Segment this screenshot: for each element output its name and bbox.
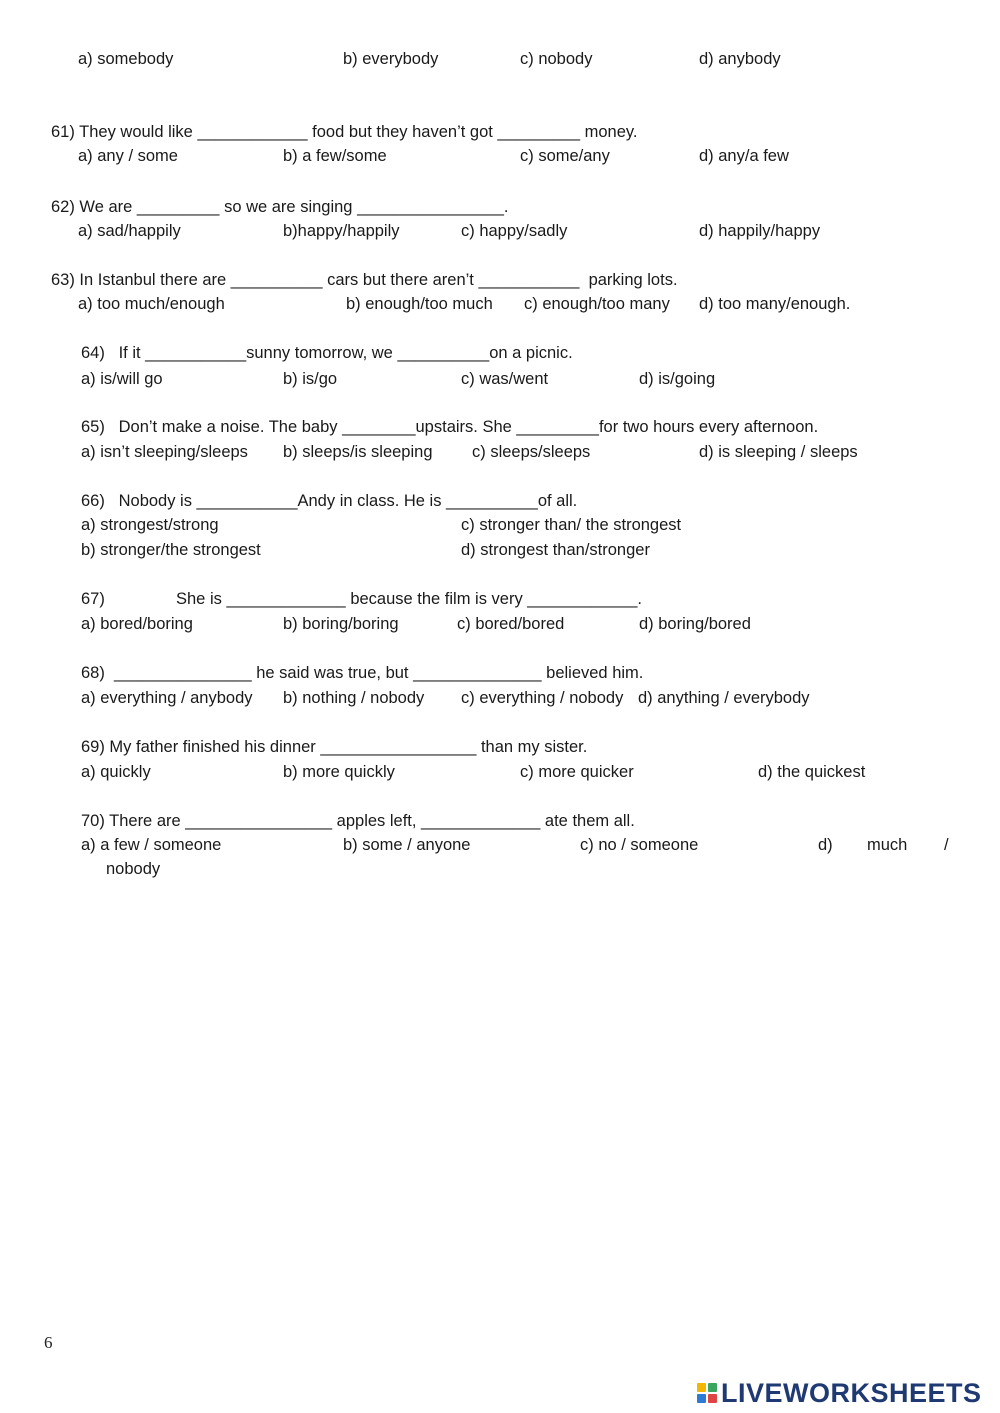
question-66-option-c: c) stronger than/ the strongest: [461, 516, 682, 534]
option-c: c) nobody: [520, 50, 593, 68]
question-67-option-b: b) boring/boring: [283, 615, 399, 633]
question-61-option-d: d) any/a few: [699, 147, 789, 165]
question-68-option-c: c) everything / nobody: [461, 689, 624, 707]
question-66-stem: 66) Nobody is ___________Andy in class. He is __________of all.: [81, 492, 578, 510]
question-70-option-d-label: d): [818, 836, 833, 854]
question-62-option-d: d) happily/happy: [699, 222, 821, 240]
question-63-option-b: b) enough/too much: [346, 295, 493, 313]
question-65-option-d: d) is sleeping / sleeps: [699, 443, 858, 461]
logo-square: [708, 1383, 717, 1392]
question-70-option-c: c) no / someone: [580, 836, 699, 854]
question-70-option-d-word-1: much: [867, 836, 908, 854]
question-64-option-b: b) is/go: [283, 370, 338, 388]
question-69-option-c: c) more quicker: [520, 763, 634, 781]
question-70-option-d-word-2: nobody: [106, 860, 161, 878]
question-61-option-c: c) some/any: [520, 147, 610, 165]
question-67-stem: She is _____________ because the film is very ____________.: [176, 590, 643, 608]
option-b: b) everybody: [343, 50, 439, 68]
question-61-stem: 61) They would like ____________ food but they haven’t got _________ money.: [51, 123, 638, 141]
question-69-option-b: b) more quickly: [283, 763, 395, 781]
question-68-stem: 68) _______________ he said was true, but ______________ believed him.: [81, 664, 644, 682]
question-62-option-a: a) sad/happily: [78, 222, 181, 240]
logo-square: [708, 1394, 717, 1403]
brand-name: LIVEWORKSHEETS: [721, 1377, 982, 1408]
question-70-option-d-slash: /: [944, 836, 949, 854]
question-65-option-b: b) sleeps/is sleeping: [283, 443, 433, 461]
question-69-option-a: a) quickly: [81, 763, 151, 781]
question-68-option-d: d) anything / everybody: [638, 689, 810, 707]
question-61-option-b: b) a few/some: [283, 147, 387, 165]
question-65-stem: 65) Don’t make a noise. The baby ________upstairs. She _________for two hours every afternoon.: [81, 418, 819, 436]
option-d: d) anybody: [699, 50, 781, 68]
question-62-option-c: c) happy/sadly: [461, 222, 568, 240]
question-62-stem: 62) We are _________ so we are singing ________________.: [51, 198, 509, 216]
page-number: 6: [44, 1333, 53, 1352]
question-70-option-b: b) some / anyone: [343, 836, 471, 854]
question-66-option-a: a) strongest/strong: [81, 516, 219, 534]
logo-square: [697, 1394, 706, 1403]
question-64-option-d: d) is/going: [639, 370, 716, 388]
question-69-stem: 69) My father finished his dinner _________________ than my sister.: [81, 738, 588, 756]
question-63-option-a: a) too much/enough: [78, 295, 225, 313]
question-66-option-b: b) stronger/the strongest: [81, 541, 261, 559]
liveworksheets-brand: [697, 1378, 982, 1408]
question-68-option-a: a) everything / anybody: [81, 689, 253, 707]
question-70-option-a: a) a few / someone: [81, 836, 222, 854]
question-61-option-a: a) any / some: [78, 147, 178, 165]
question-67-option-a: a) bored/boring: [81, 615, 193, 633]
question-68-option-b: b) nothing / nobody: [283, 689, 425, 707]
liveworksheets-logo-icon: [697, 1383, 717, 1403]
question-63-option-c: c) enough/too many: [524, 295, 670, 313]
question-63-stem: 63) In Istanbul there are __________ cars but there aren’t ___________ parking lots.: [51, 271, 678, 289]
question-66-option-d: d) strongest than/stronger: [461, 541, 650, 559]
question-62-option-b: b)happy/happily: [283, 222, 400, 240]
logo-square: [697, 1383, 706, 1392]
question-70-stem: 70) There are ________________ apples left, _____________ ate them all.: [81, 812, 635, 830]
question-67-option-c: c) bored/bored: [457, 615, 565, 633]
question-64-option-c: c) was/went: [461, 370, 549, 388]
question-63-option-d: d) too many/enough.: [699, 295, 851, 313]
question-67-number: 67): [81, 590, 105, 608]
question-65-option-c: c) sleeps/sleeps: [472, 443, 591, 461]
option-a: a) somebody: [78, 50, 174, 68]
question-64-option-a: a) is/will go: [81, 370, 163, 388]
question-65-option-a: a) isn’t sleeping/sleeps: [81, 443, 248, 461]
question-64-stem: 64) If it ___________sunny tomorrow, we __________on a picnic.: [81, 344, 573, 362]
question-67-option-d: d) boring/bored: [639, 615, 751, 633]
question-69-option-d: d) the quickest: [758, 763, 866, 781]
